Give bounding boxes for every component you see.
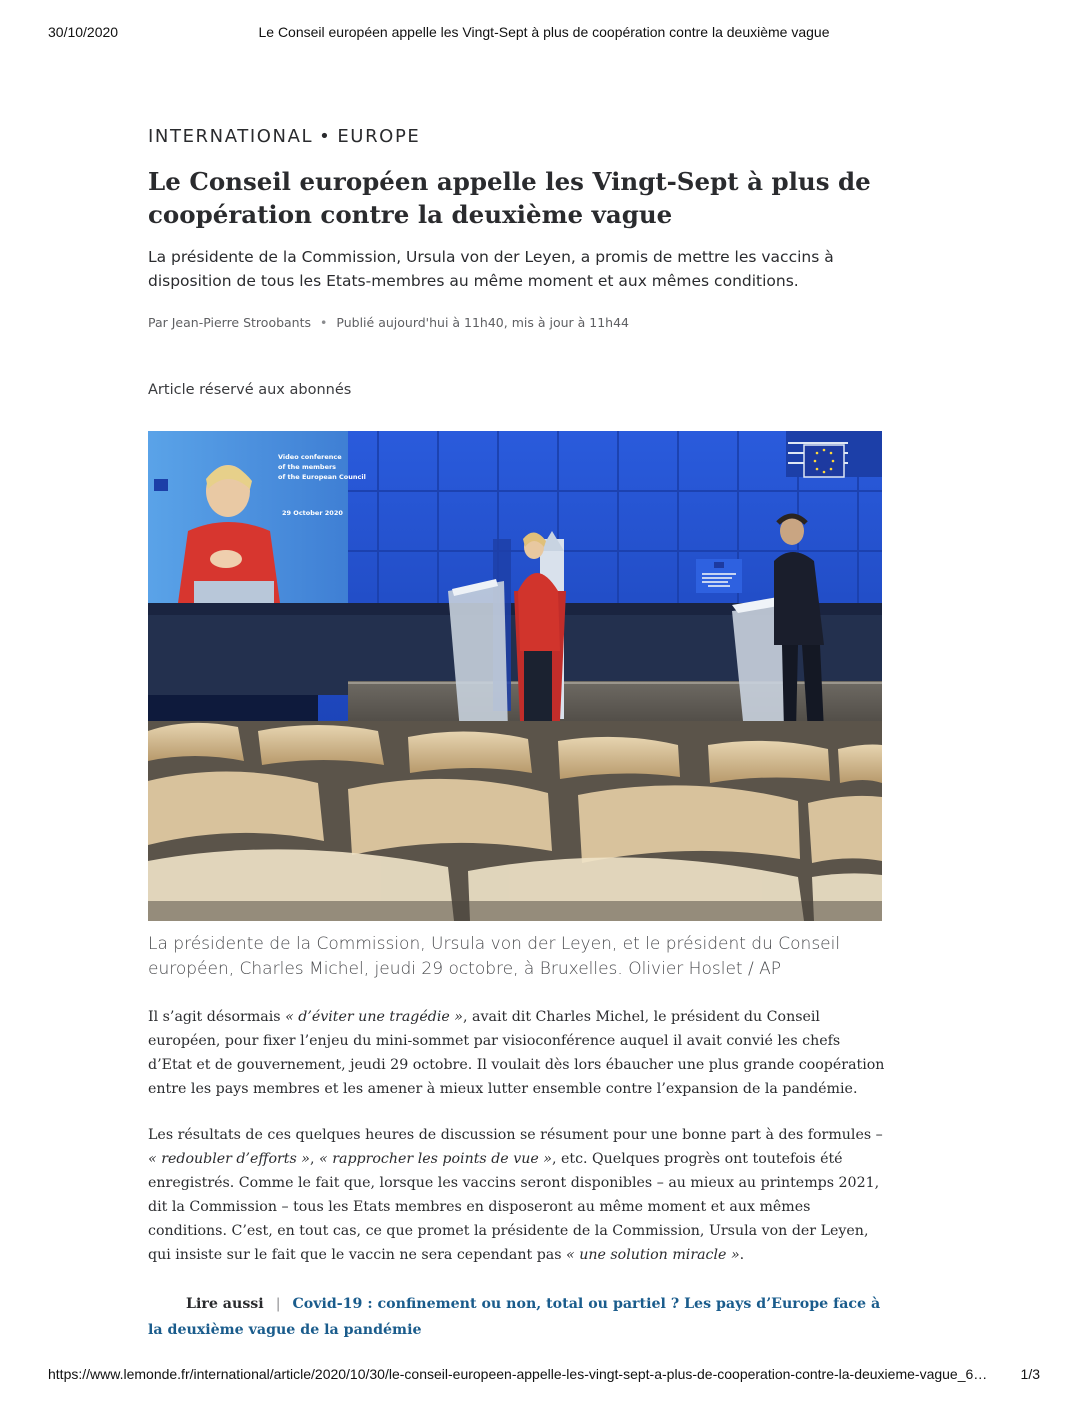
screen-text-line: of the members [278,463,337,471]
article-paragraph [148,1123,888,1267]
subscriber-notice: Article réservé aux abonnés [148,382,352,398]
kicker-separator: • [319,126,332,147]
screen-text-line: 29 October 2020 [282,509,343,517]
section-kicker [148,126,888,147]
print-page-number: 1/3 [1020,1366,1040,1382]
subsection-link[interactable]: EUROPE [337,126,421,147]
paragraph-quote: « redoubler d’efforts » [148,1151,310,1167]
article-standfirst: La présidente de la Commission, Ursula von der Leyen, a promis de mettre les vaccins à disposition de tous les Etats-membres au même moment et aux mêmes conditions. [148,248,834,290]
author-link[interactable]: Par Jean-Pierre Stroobants [148,315,312,330]
byline-separator: • [320,315,328,330]
article-photo [148,431,882,921]
read-also [148,1291,888,1343]
paragraph-quote: « rapprocher les points de vue » [319,1151,552,1167]
read-also-link[interactable]: Covid-19 : confinement ou non, total ou partiel ? Les pays d’Europe face à la deuxième vague de la pandémie [148,1296,881,1338]
article [148,120,888,1338]
print-date: 30/10/2020 [48,24,119,40]
read-also-label: Lire aussi [186,1296,264,1312]
paragraph-quote: « d’éviter une tragédie » [285,1009,463,1025]
paragraph-text: , [309,1151,320,1167]
paragraph-text: . [739,1247,745,1263]
read-also-separator: | [275,1296,281,1312]
paragraph-quote: « une solution miracle » [566,1247,740,1263]
paragraph-text: , avait dit Charles Michel, le président du Conseil européen, pour fixer l’enjeu du mini-sommet par visioconférence auquel il avait convié les chefs d’Etat et de gouvernement, jeudi 29 octobre. Il voulait dès lors ébaucher une plus grande coopération entre les pays membres et les amener à mieux lutter ensemble contre l’expansion de la pandémie. [148,1009,885,1097]
byline [148,315,888,330]
article-paragraph [148,1005,888,1101]
publish-time: Publié aujourd'hui à 11h40, mis à jour à 11h44 [336,315,630,330]
article-headline: Le Conseil européen appelle les Vingt-Sept à plus de coopération contre la deuxième vague [148,167,871,229]
section-link[interactable]: INTERNATIONAL [148,126,314,147]
paragraph-text: Les résultats de ces quelques heures de discussion se résument pour une bonne part à des formules – [148,1127,883,1143]
print-title: Le Conseil européen appelle les Vingt-Sept à plus de coopération contre la deuxième vague [258,24,830,40]
print-header [48,24,1040,44]
print-footer [48,1366,1040,1386]
screen-text-line: of the European Council [278,473,366,481]
screen-text-line: Video conference [278,453,342,461]
print-url: https://www.lemonde.fr/international/article/2020/10/30/le-conseil-europeen-appelle-les-vingt-sept-a-plus-de-cooperation-contre-la-deuxieme-vague_6… [48,1366,988,1382]
paragraph-text: , etc. Quelques progrès ont toutefois été enregistrés. Comme le fait que, lorsque les vaccins seront disponibles – au mieux au printemps 2021, dit la Commission – tous les Etats membres en disposeront au même moment et aux mêmes conditions. C’est, en tout cas, ce que promet la présidente de la Commission, Ursula von der Leyen, qui insiste sur le fait que le vaccin ne sera cependant pas [148,1151,880,1263]
photo-caption: La présidente de la Commission, Ursula von der Leyen, et le président du Conseil européen, Charles Michel, jeudi 29 octobre, à Bruxelles. Olivier Hoslet / AP [148,934,841,979]
paragraph-text: Il s’agit désormais [148,1009,286,1025]
